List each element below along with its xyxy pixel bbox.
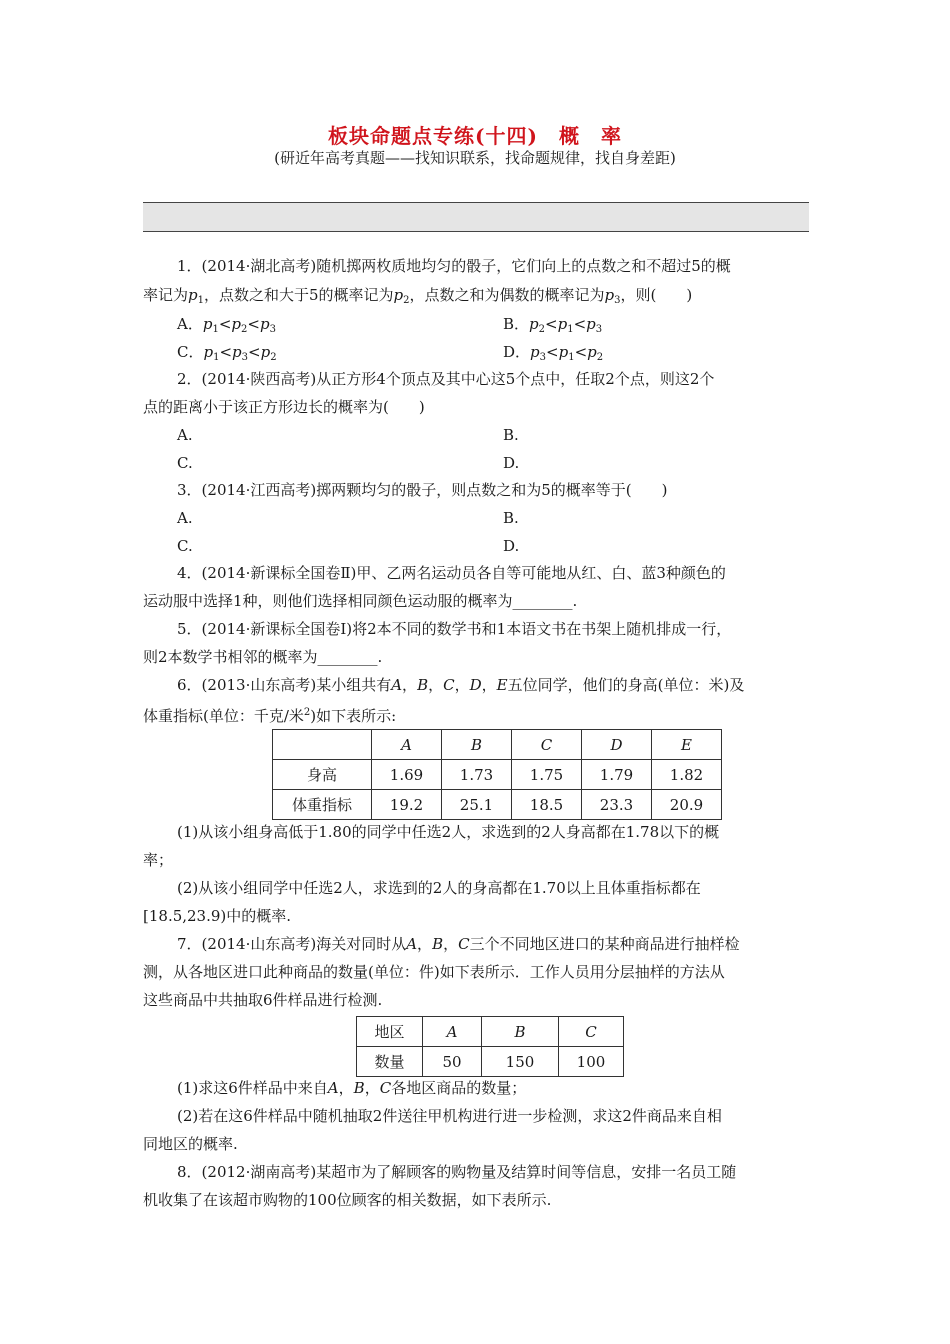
table-cell: 1.79 [582,760,652,790]
q7-sub2-line2: 同地区的概率. [143,1135,238,1153]
q1-option-d: D．$p_3<p_1<p_2$ [503,343,604,363]
q3-option-a: A. [177,509,193,527]
table-cell: 19.2 [372,790,442,820]
table-cell: 体重指标 [273,790,372,820]
table-cell: 1.75 [512,760,582,790]
table-row [273,790,722,820]
table-cell: A [423,1017,482,1047]
q2-line1: 2．(2014·陕西高考)从正方形4个顶点及其中心这5个点中，任取2个点，则这2个 [177,370,715,388]
q6-line1: 6．(2013·山东高考)某小组共有A，B，C，D，E五位同学，他们的身高(单位：米)及 [177,676,745,694]
q1-line2: 率记为$p_1$，点数之和大于5的概率记为$p_2$，点数之和为偶数的概率记为$p_3$，则( ) [143,286,693,306]
table-row [357,1047,624,1077]
q1-option-c: C．$p_1<p_3<p_2$ [177,343,277,363]
table-cell: 1.82 [652,760,722,790]
table-header-row [357,1017,624,1047]
page-title: 板块命题点专练(十四) 概 率 [328,124,622,148]
q7-sub2-line1: (2)若在这6件样品中随机抽取2件送往甲机构进行进一步检测，求这2件商品来自相 [177,1107,722,1125]
q2-option-c: C. [177,454,193,472]
table-cell: C [512,730,582,760]
section-band [143,202,809,232]
page-subtitle: (研近年高考真题——找知识联系，找命题规律，找自身差距) [274,149,676,167]
table-header-row [273,730,722,760]
q2-line2: 点的距离小于该正方形边长的概率为( ) [143,398,425,416]
table-cell: D [582,730,652,760]
table-cell: 23.3 [582,790,652,820]
q4-line1: 4．(2014·新课标全国卷Ⅱ)甲、乙两名运动员各自等可能地从红、白、蓝3种颜色的 [177,564,726,582]
q2-option-a: A. [177,426,193,444]
height-weight-table [272,729,722,820]
q7-line3: 这些商品中共抽取6件样品进行检测. [143,991,383,1009]
q8-line1: 8．(2012·湖南高考)某超市为了解顾客的购物量及结算时间等信息，安排一名员工随 [177,1163,737,1181]
table-cell: C [559,1017,624,1047]
table-cell: 150 [482,1047,559,1077]
table-cell: B [442,730,512,760]
table-cell: 50 [423,1047,482,1077]
q4-line2: 运动服中选择1种，则他们选择相同颜色运动服的概率为________. [143,592,578,610]
table-cell: 身高 [273,760,372,790]
q3-option-b: B. [503,509,519,527]
table-cell [273,730,372,760]
q7-line2: 测，从各地区进口此种商品的数量(单位：件)如下表所示．工作人员用分层抽样的方法从 [143,963,725,981]
table-cell: 25.1 [442,790,512,820]
table-cell: 地区 [357,1017,423,1047]
q3-line1: 3．(2014·江西高考)掷两颗均匀的骰子，则点数之和为5的概率等于( ) [177,481,668,499]
q8-line2: 机收集了在该超市购物的100位顾客的相关数据，如下表所示. [143,1191,552,1209]
table-cell: 100 [559,1047,624,1077]
table-cell: B [482,1017,559,1047]
q6-line2: 体重指标(单位：千克/米$^2$)如下表所示: [143,707,397,725]
table-cell: 1.69 [372,760,442,790]
q6-sub2-line1: (2)从该小组同学中任选2人，求选到的2人的身高都在1.70以上且体重指标都在 [177,879,701,897]
q2-option-d: D. [503,454,520,472]
table-cell: A [372,730,442,760]
table-cell: 18.5 [512,790,582,820]
table-cell: E [652,730,722,760]
region-quantity-table [356,1016,624,1077]
q7-sub1: (1)求这6件样品中来自A，B，C各地区商品的数量； [177,1079,527,1097]
table-cell: 数量 [357,1047,423,1077]
q6-sub1-line2: 率； [143,851,174,869]
q6-sub2-line2: [18.5,23.9)中的概率. [143,907,292,925]
q3-option-c: C. [177,537,193,555]
table-cell: 1.73 [442,760,512,790]
table-row [273,760,722,790]
q1-option-a: A．$p_1<p_2<p_3$ [177,315,276,335]
q1-option-b: B．$p_2<p_1<p_3$ [503,315,603,335]
q7-line1: 7．(2014·山东高考)海关对同时从A，B，C三个不同地区进口的某种商品进行抽样检 [177,935,740,953]
q3-option-d: D. [503,537,520,555]
q6-sub1-line1: (1)从该小组身高低于1.80的同学中任选2人，求选到的2人身高都在1.78以下的概 [177,823,720,841]
q5-line2: 则2本数学书相邻的概率为________. [143,648,383,666]
table-cell: 20.9 [652,790,722,820]
q1-line1: 1．(2014·湖北高考)随机掷两枚质地均匀的骰子，它们向上的点数之和不超过5的概 [177,257,731,275]
q2-option-b: B. [503,426,519,444]
q5-line1: 5．(2014·新课标全国卷Ⅰ)将2本不同的数学书和1本语文书在书架上随机排成一行， [177,620,732,638]
